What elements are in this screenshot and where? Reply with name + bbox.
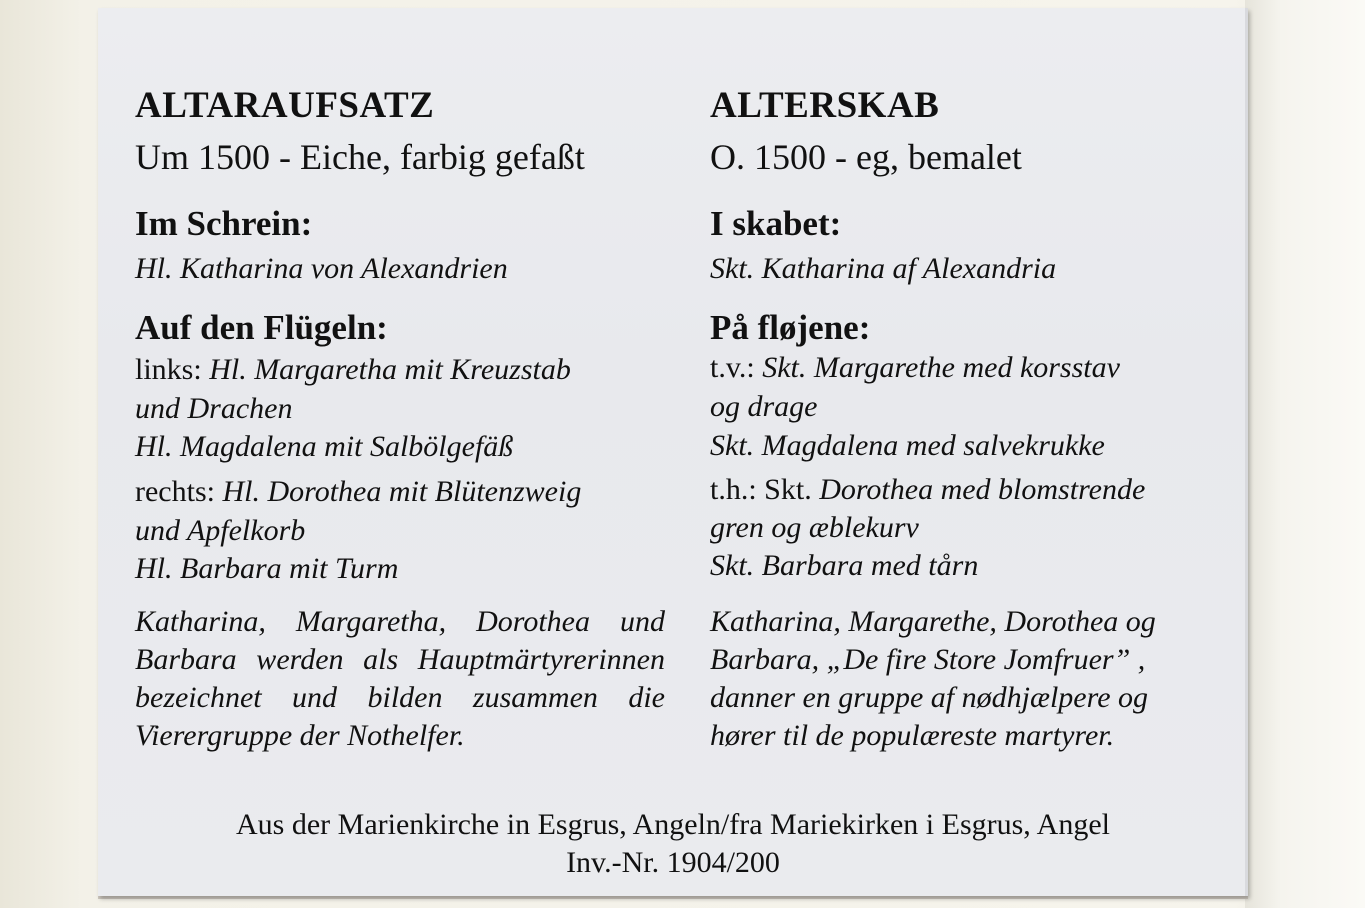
provenance-line: Aus der Marienkirche in Esgrus, Angeln/fra Mariekirken i Esgrus, Angel	[236, 808, 1110, 841]
danish-left-label: t.v.:	[710, 351, 755, 384]
german-paragraph: Katharina, Margaretha, Dorothea und Barbara werden als Hauptmärtyrerinnen bezeichnet und bilden zusammen die Vierergruppe der Nothelfer.	[135, 605, 665, 752]
danish-paragraph	[710, 603, 1210, 755]
danish-wings-heading: På fløjene:	[710, 308, 871, 347]
german-shrine-text: Hl. Katharina von Alexandrien	[135, 252, 508, 285]
german-subtitle: Um 1500 - Eiche, farbig gefaßt	[135, 137, 585, 177]
danish-left-line3: Skt. Magdalena med salvekrukke	[710, 429, 1105, 462]
danish-paragraph-line1: Katharina, Margarethe, Dorothea og	[710, 605, 1156, 638]
danish-right-text1: Dorothea med blomstrende	[819, 473, 1146, 506]
inventory-number: Inv.-Nr. 1904/200	[566, 846, 780, 879]
german-left-label: links:	[135, 353, 202, 386]
german-left-line1	[135, 353, 571, 387]
danish-left-line1	[710, 351, 1120, 385]
danish-right-line2: gren og æblekurv	[710, 511, 919, 544]
german-left-text1: Hl. Margaretha mit Kreuzstab	[209, 353, 571, 386]
german-left-line2: und Drachen	[135, 392, 293, 425]
german-right-line3: Hl. Barbara mit Turm	[135, 552, 399, 585]
danish-right-line3: Skt. Barbara med tårn	[710, 549, 979, 582]
german-right-line2: und Apfelkorb	[135, 514, 306, 547]
danish-paragraph-line3: danner en gruppe af nødhjælpere og	[710, 681, 1149, 714]
danish-subtitle: O. 1500 - eg, bemalet	[710, 137, 1022, 177]
danish-paragraph-line2: Barbara, „De fire Store Jomfruer” ,	[710, 643, 1146, 676]
german-shrine-heading: Im Schrein:	[135, 204, 313, 243]
danish-left-line2: og drage	[710, 390, 818, 423]
danish-left-text1: Skt. Margarethe med korsstav	[762, 351, 1120, 384]
danish-paragraph-line4: hører til de populæreste martyrer.	[710, 719, 1115, 752]
german-left-line3: Hl. Magdalena mit Salbölgefäß	[135, 430, 514, 463]
danish-shrine-text: Skt. Katharina af Alexandria	[710, 252, 1057, 285]
danish-title: ALTERSKAB	[710, 85, 940, 126]
german-wings-heading: Auf den Flügeln:	[135, 308, 388, 347]
danish-shrine-heading: I skabet:	[710, 204, 842, 243]
german-right-label: rechts:	[135, 475, 215, 508]
german-right-text1: Hl. Dorothea mit Blütenzweig	[222, 475, 582, 508]
danish-right-label: t.h.: Skt.	[710, 473, 812, 506]
museum-label-card	[98, 8, 1248, 896]
german-title: ALTARAUFSATZ	[135, 85, 435, 126]
danish-right-line1	[710, 473, 1145, 507]
german-right-line1	[135, 475, 581, 509]
wall-background	[1245, 0, 1365, 908]
